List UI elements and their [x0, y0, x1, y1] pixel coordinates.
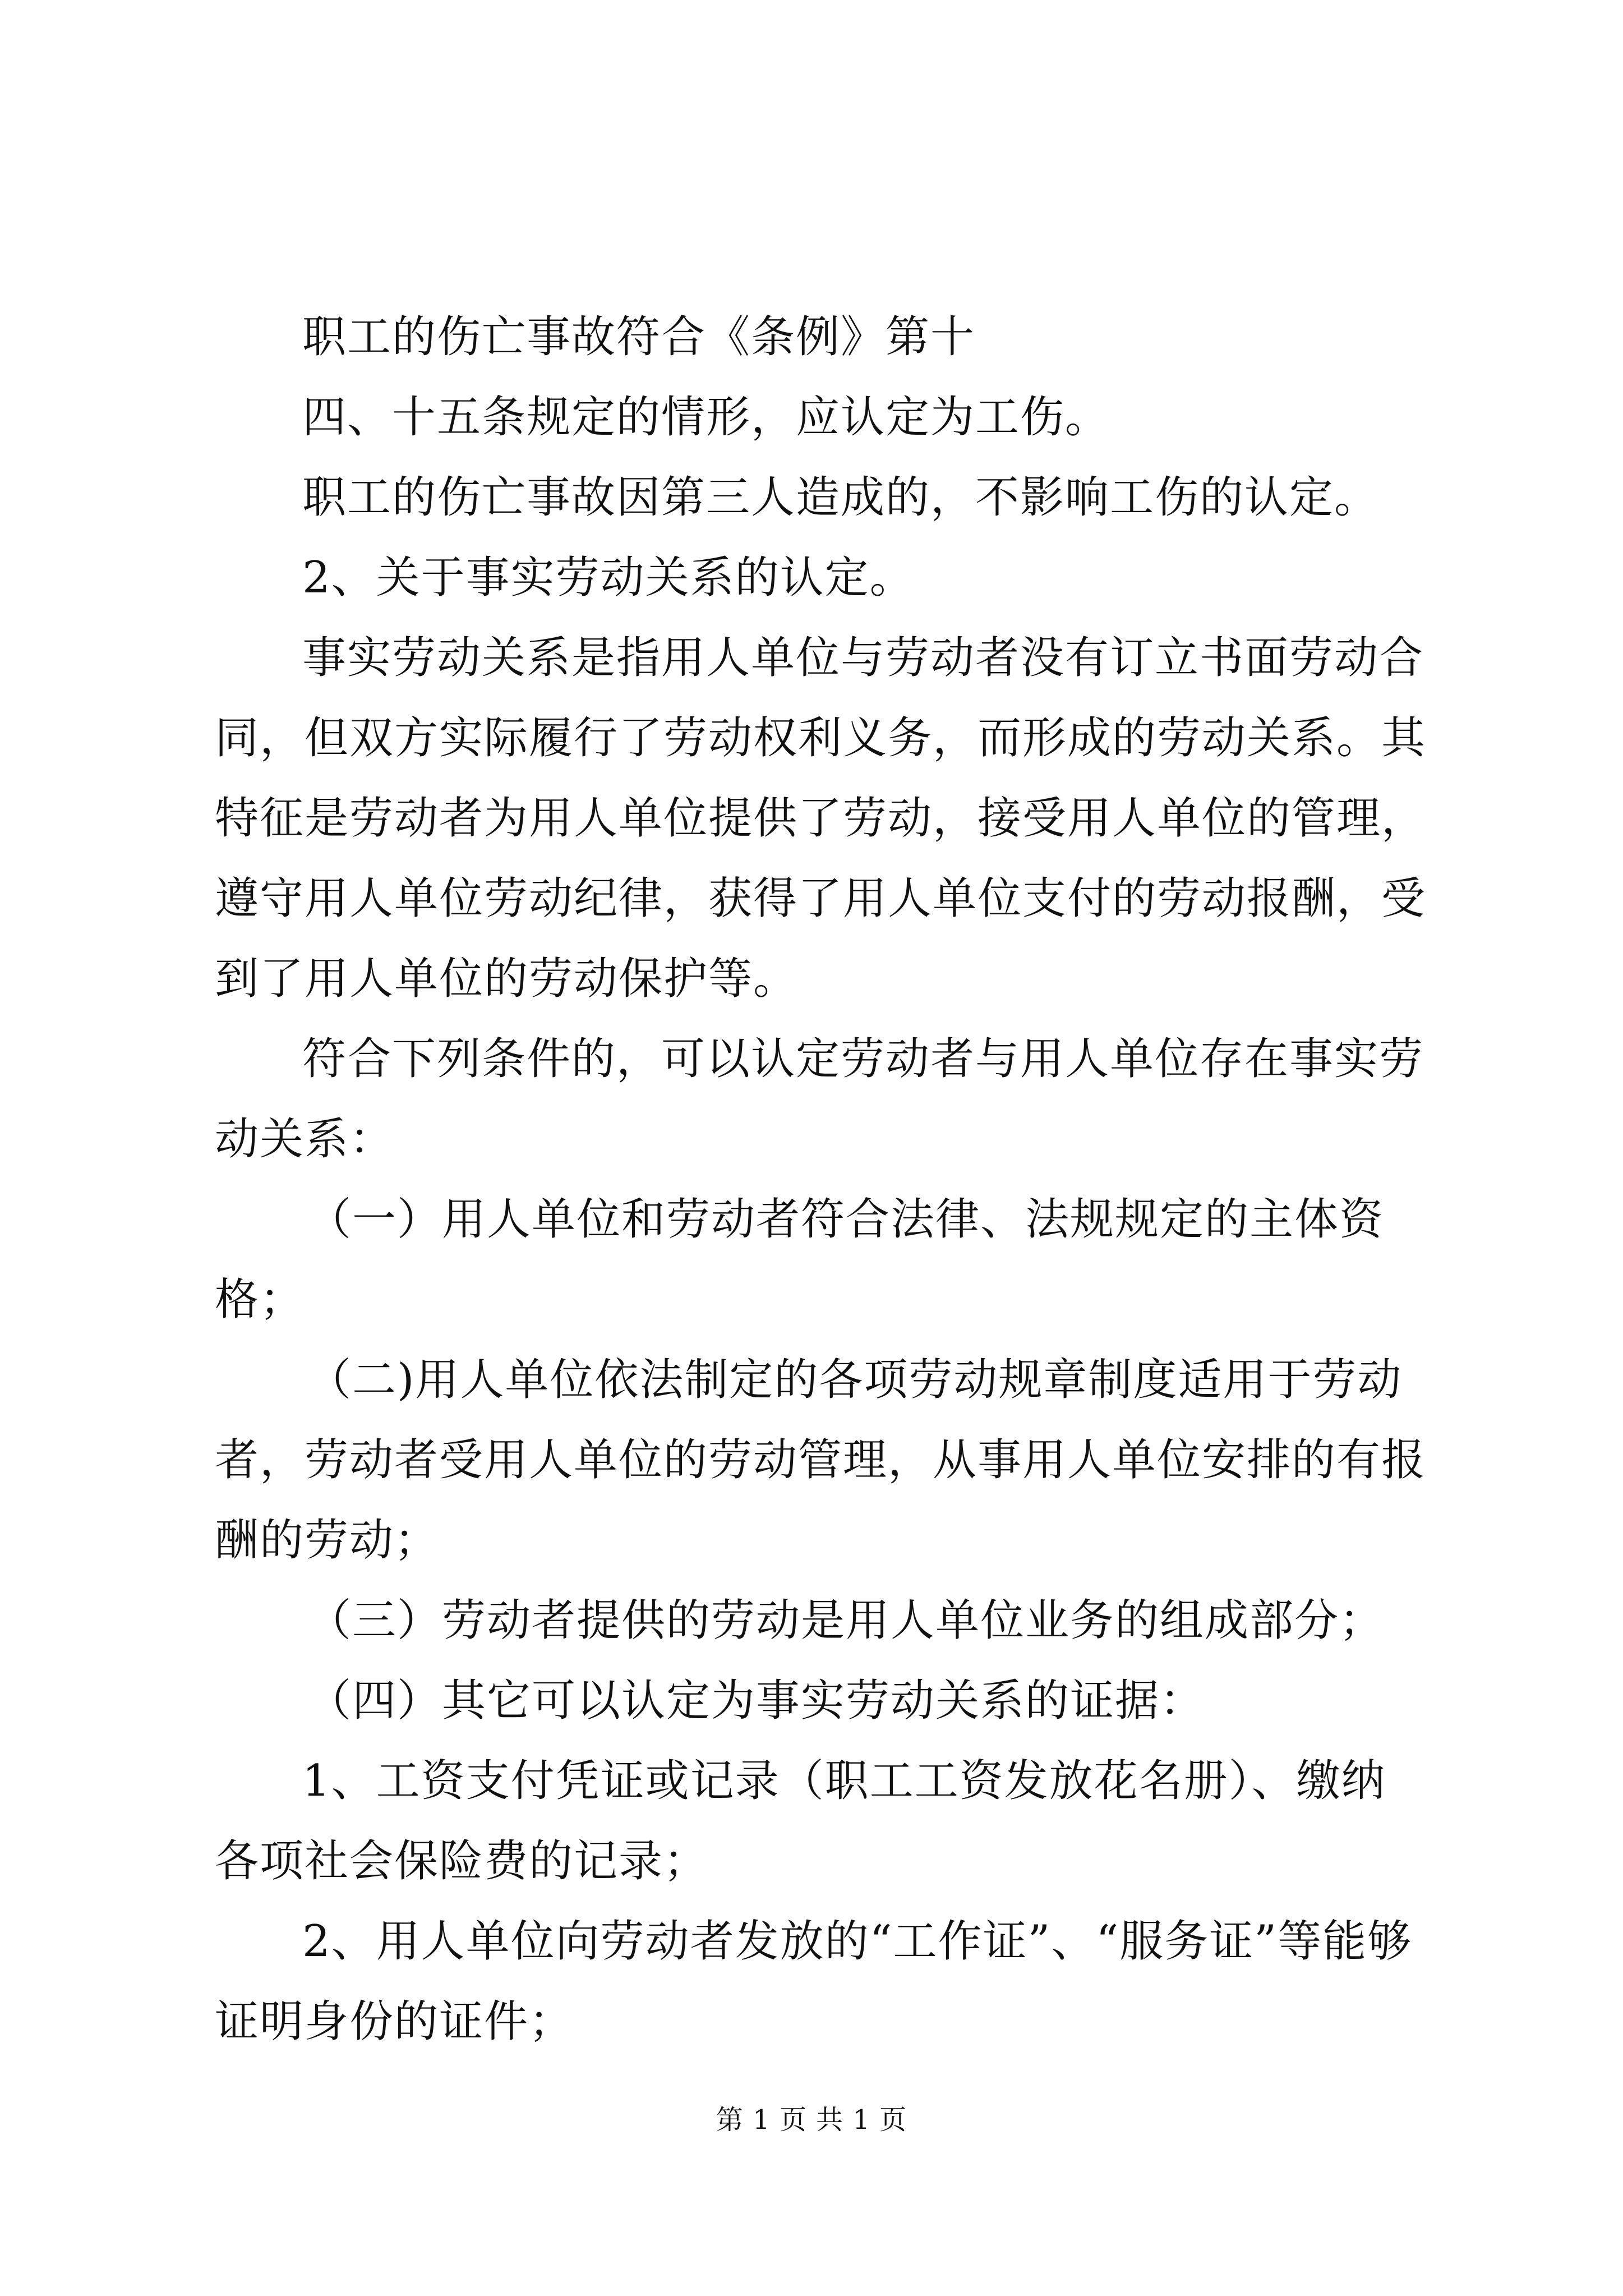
paragraph-6: 符合下列条件的，可以认定劳动者与用人单位存在事实劳动关系： [215, 1034, 1424, 1165]
paragraph-11: 1、工资支付凭证或记录（职工工资发放花名册）、缴纳各项社会保险费的记录； [215, 1756, 1386, 1887]
paragraph-7: （一）用人单位和劳动者符合法律、法规规定的主体资格； [215, 1194, 1385, 1325]
paragraph-4: 2、关于事实劳动关系的认定。 [302, 553, 915, 603]
page-footer: 第 1 页 共 1 页 [716, 2104, 907, 2136]
paragraph-12: 2、用人单位向劳动者发放的“工作证”、“服务证”等能够证明身份的证件； [215, 1916, 1413, 2047]
paragraph-9: （三）劳动者提供的劳动是用人单位业务的组成部分； [307, 1595, 1385, 1646]
paragraph-10: （四）其它可以认定为事实劳动关系的证据： [307, 1676, 1205, 1726]
paragraph-1: 职工的伤亡事故符合《条例》第十 [302, 312, 976, 362]
paragraph-2: 四、十五条规定的情形，应认定为工伤。 [302, 392, 1110, 443]
paragraph-8: （二)用人单位依法制定的各项劳动规章制度适用于劳动者，劳动者受用人单位的劳动管理，从事用人单位安排的有报酬的劳动； [215, 1355, 1427, 1566]
paragraph-5: 事实劳动关系是指用人单位与劳动者没有订立书面劳动合同，但双方实际履行了劳动权利义务，而形成的劳动关系。其特征是劳动者为用人单位提供了劳动，接受用人单位的管理，遵守用人单位劳动纪律，获得了用人单位支付的劳动报酬，受到了用人单位的劳动保护等。 [215, 633, 1427, 1004]
document-body [215, 297, 1426, 2062]
paragraph-3: 职工的伤亡事故因第三人造成的，不影响工伤的认定。 [302, 472, 1380, 523]
